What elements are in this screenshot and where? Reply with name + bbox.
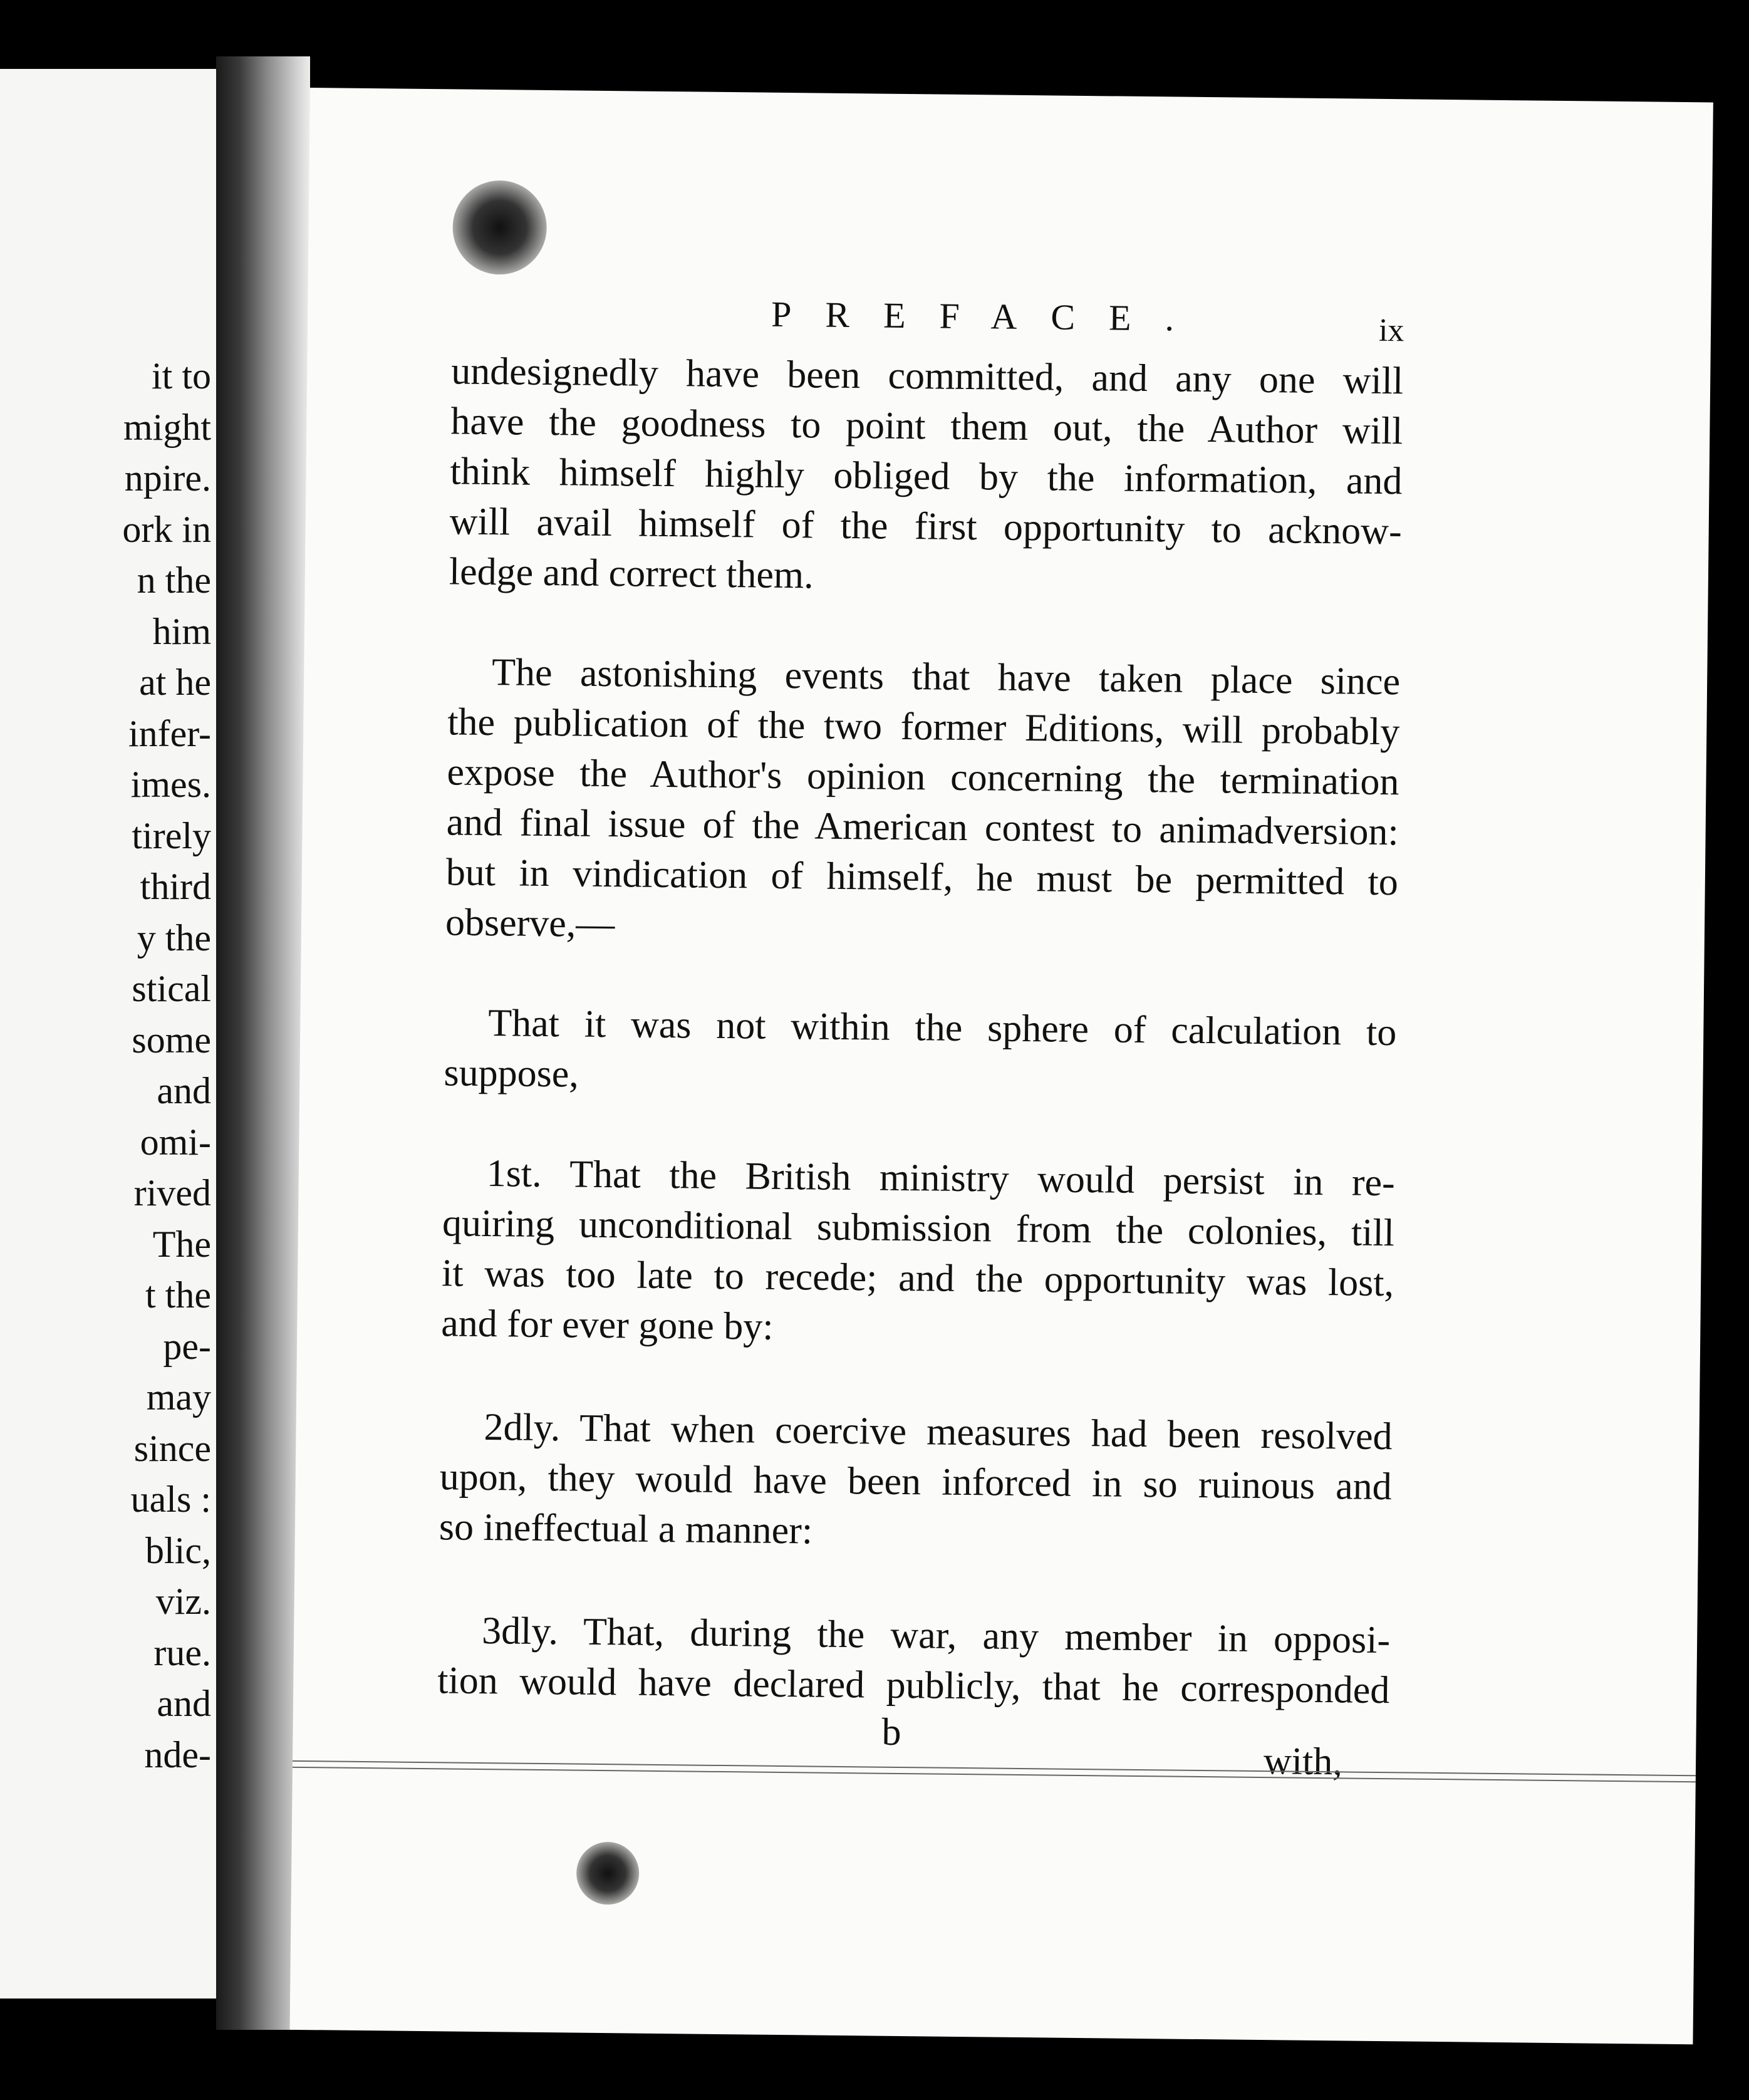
- text-line: tion would have declared publicly, that he corresponded: [437, 1659, 1390, 1712]
- text-line: 2dly. That when coercive measures had been resolved: [484, 1406, 1393, 1458]
- text-line: have the goodness to point them out, the Author will: [450, 400, 1403, 453]
- left-page-line-fragment: n the: [137, 559, 211, 601]
- text-line: 1st. That the British ministry would persist in re-: [486, 1152, 1396, 1205]
- left-page-line-fragment: some: [132, 1019, 211, 1061]
- ink-stain: [452, 180, 548, 275]
- page-number: ix: [1378, 312, 1404, 349]
- text-line: upon, they would have been inforced in so ruinous and: [439, 1455, 1393, 1509]
- left-page-line-fragment: him: [152, 610, 211, 652]
- left-page: [0, 69, 216, 1999]
- left-page-line-fragment: imes.: [130, 764, 211, 805]
- left-page-line-fragment: may: [146, 1376, 211, 1418]
- text-line: and for ever gone by:: [441, 1302, 774, 1348]
- text-line: undesignedly have been committed, and any one will: [450, 350, 1404, 403]
- text-line: but in vindication of himself, he must be permitted to: [445, 851, 1399, 904]
- text-line: ledge and correct them.: [449, 550, 814, 597]
- text-line: and final issue of the American contest to animadversion:: [446, 801, 1399, 854]
- text-line: expose the Author's opinion concerning the termination: [447, 751, 1399, 804]
- left-page-line-fragment: it to: [151, 355, 211, 397]
- signature-mark: b: [881, 1710, 901, 1754]
- left-page-line-fragment: might: [123, 406, 211, 448]
- left-page-line-fragment: pe-: [163, 1325, 211, 1367]
- left-page-line-fragment: since: [133, 1427, 211, 1469]
- left-page-line-fragment: omi-: [140, 1121, 211, 1163]
- text-line: think himself highly obliged by the information, and: [450, 450, 1403, 503]
- paragraph-5: [439, 1401, 1393, 1562]
- left-page-line-fragment: ork in: [122, 508, 211, 550]
- text-line: the publication of the two former Editions, will probably: [447, 700, 1400, 754]
- left-page-line-fragment: rue.: [153, 1631, 211, 1673]
- left-page-line-fragment: The: [152, 1223, 211, 1265]
- page-header-title: PREFACE.: [771, 293, 1208, 340]
- left-page-line-fragment: t the: [145, 1274, 211, 1316]
- catchword: with,: [1263, 1740, 1343, 1784]
- text-line: The astonishing events that have taken place since: [491, 651, 1401, 704]
- text-line: it was too late to recede; and the opportunity was lost,: [441, 1252, 1394, 1305]
- text-line: will avail himself of the first opportunity to acknow-: [449, 500, 1403, 553]
- left-page-line-fragment: and: [157, 1683, 211, 1724]
- text-line: so ineffectual a manner:: [439, 1505, 813, 1552]
- left-page-line-fragment: viz.: [155, 1581, 211, 1622]
- left-page-line-fragment: infer-: [128, 712, 211, 754]
- left-page-line-fragment: uals :: [130, 1479, 211, 1520]
- left-page-line-fragment: blic,: [145, 1529, 211, 1571]
- right-page: [290, 88, 1713, 2044]
- text-line: suppose,: [444, 1051, 579, 1096]
- left-page-line-fragment: npire.: [124, 457, 211, 499]
- left-page-line-fragment: tirely: [132, 814, 211, 856]
- text-line: 3dly. That, during the war, any member in opposi-: [481, 1609, 1391, 1662]
- paragraph-4: [441, 1148, 1395, 1358]
- text-line: quiring unconditional submission from the colonies, till: [442, 1202, 1395, 1255]
- left-page-line-fragment: y the: [137, 917, 211, 959]
- paragraph-1: [449, 346, 1404, 606]
- text-line: observe,—: [445, 901, 615, 946]
- ink-stain: [576, 1842, 640, 1905]
- left-page-line-fragment: nde-: [144, 1734, 211, 1775]
- left-page-line-fragment: rived: [133, 1172, 211, 1214]
- text-line: That it was not within the sphere of calculation to: [488, 1002, 1397, 1054]
- left-page-line-fragment: and: [157, 1070, 211, 1111]
- paragraph-6: [437, 1605, 1391, 1715]
- left-page-line-fragment: at he: [139, 662, 211, 703]
- paragraph-2: [445, 647, 1401, 957]
- left-page-line-fragment: stical: [132, 968, 211, 1009]
- scan-line: [293, 1767, 1696, 1782]
- left-page-line-fragment: third: [140, 866, 211, 907]
- paragraph-3: [444, 997, 1397, 1108]
